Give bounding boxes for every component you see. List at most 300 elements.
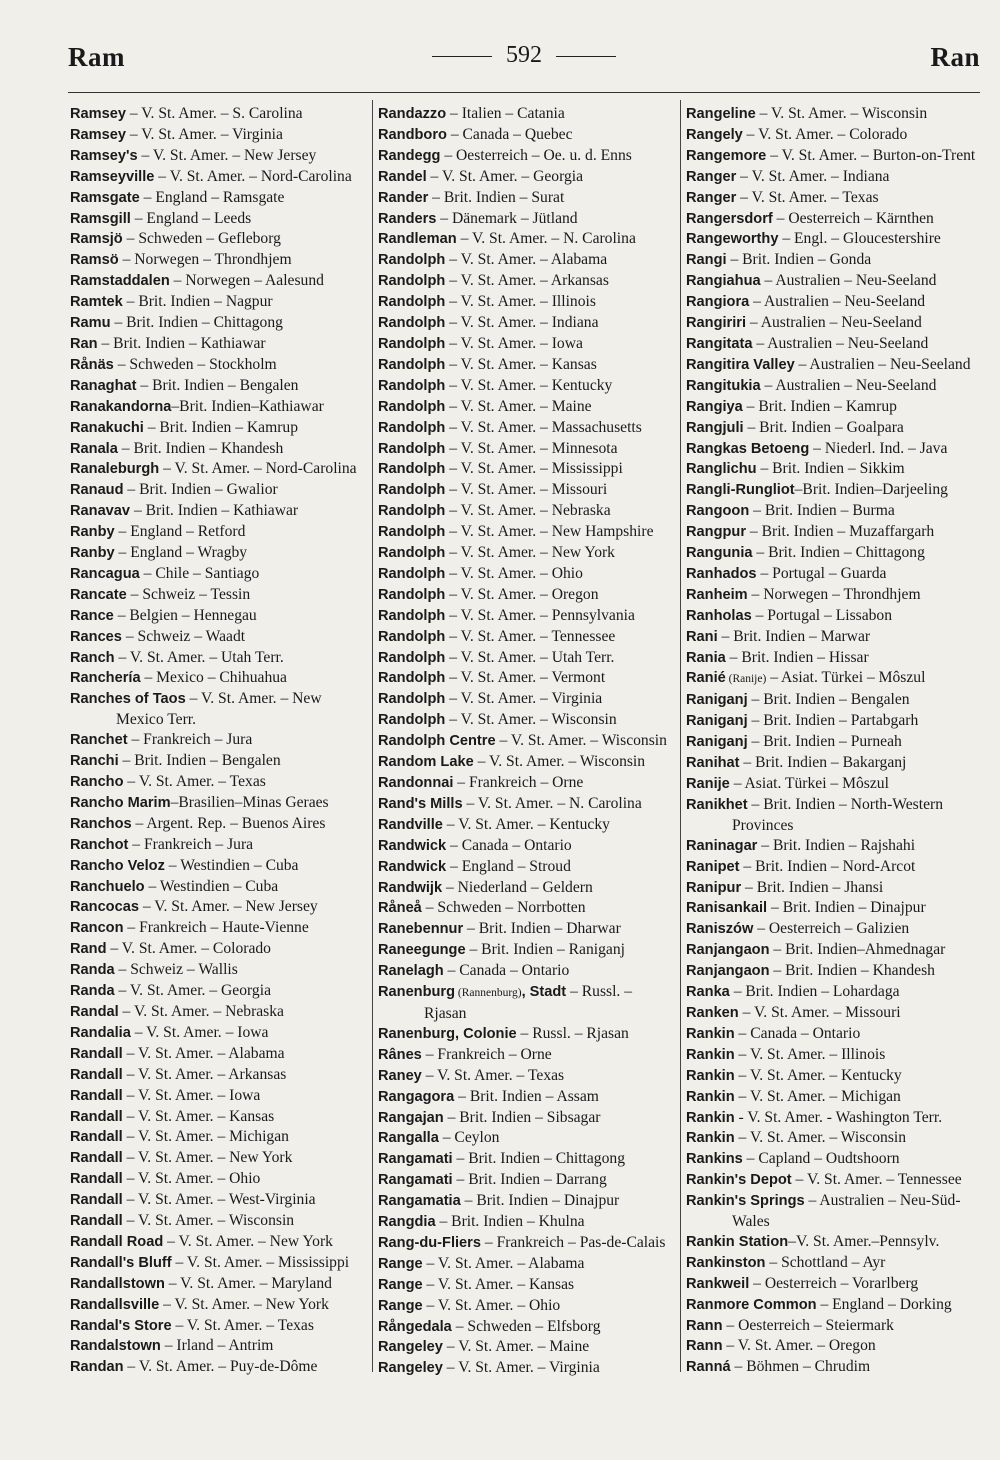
entry-headword: Rancon <box>70 920 124 937</box>
entry-headword: Rann <box>686 1317 723 1334</box>
gazetteer-entry <box>686 1087 982 1108</box>
entry-headword: Ranié <box>686 670 726 687</box>
gazetteer-entry <box>70 1065 366 1086</box>
gazetteer-entry <box>378 940 674 961</box>
gazetteer-entry <box>686 1024 982 1045</box>
gazetteer-entry <box>378 710 674 731</box>
gazetteer-entry <box>70 772 366 793</box>
gazetteer-entry <box>70 292 366 313</box>
entry-headword: Rangitira Valley <box>686 356 795 373</box>
gazetteer-entry <box>686 1357 982 1378</box>
gazetteer-entry <box>70 209 366 230</box>
entry-headword: Rankin's Springs <box>686 1193 805 1210</box>
gazetteer-entry <box>686 480 982 501</box>
entry-headword: Rani <box>686 628 718 645</box>
entry-headword: Rangkas Betoeng <box>686 440 810 457</box>
entry-headword: Randa <box>70 983 115 1000</box>
entry-headword: Ranala <box>70 440 118 457</box>
column-divider-2 <box>680 100 681 1372</box>
gazetteer-entry <box>70 730 366 751</box>
entry-headword: Ranch <box>70 649 115 666</box>
gazetteer-entry <box>686 898 982 919</box>
gazetteer-entry <box>70 897 366 918</box>
gazetteer-entry <box>686 292 982 313</box>
entry-headword: Ranchet <box>70 732 128 749</box>
entry-headword: Rangajan <box>378 1109 444 1126</box>
entry-headword: Ramsey's <box>70 147 138 164</box>
entry-location: – Brit. Indien – Bengalen <box>118 752 281 770</box>
gazetteer-entry <box>686 209 982 230</box>
entry-headword: Ranken <box>686 1004 739 1021</box>
entry-headword: Ramseyville <box>70 168 155 185</box>
gazetteer-entry <box>378 1149 674 1170</box>
entry-headword: Randall <box>70 1066 123 1083</box>
entry-headword: Rangamatia <box>378 1193 461 1210</box>
entry-headword: Rankin's Depot <box>686 1172 792 1189</box>
entry-headword: Rand's Mills <box>378 795 463 812</box>
entry-location: – Brit. Indien – Dharwar <box>463 920 621 938</box>
gazetteer-entry <box>686 648 982 669</box>
entry-headword: Ranná <box>686 1359 731 1376</box>
gazetteer-entry <box>378 1212 674 1233</box>
entry-location: – Brit. Indien – Bengalen <box>747 691 910 709</box>
gazetteer-entry <box>378 439 674 460</box>
entry-headword: Randleman <box>378 231 457 248</box>
gazetteer-entry <box>70 1190 366 1211</box>
entry-location: – Mexico – Chihuahua <box>140 669 287 687</box>
gazetteer-entry <box>378 1317 674 1338</box>
entry-headword: Rankin <box>686 1025 735 1042</box>
entry-headword: Randolph <box>378 545 446 562</box>
gazetteer-entry <box>378 1128 674 1149</box>
entry-location: – V. St. Amer. – New Mexico Terr. <box>116 690 322 729</box>
entry-headword: Rankins <box>686 1151 743 1168</box>
gazetteer-entry <box>378 1024 674 1045</box>
entry-location: – Oesterreich – Galizien <box>753 920 910 938</box>
gazetteer-entry <box>70 1232 366 1253</box>
entry-location: – V. St. Amer. – Michigan <box>734 1087 901 1105</box>
gazetteer-entry <box>378 836 674 857</box>
entry-location: – Frankreich – Orne <box>453 774 584 791</box>
gazetteer-entry <box>70 1274 366 1295</box>
entry-location: – V. St. Amer. – Tennessee <box>791 1171 962 1189</box>
entry-headword: Randolph <box>378 398 446 415</box>
entry-location: – Schweden – Stockholm <box>113 355 277 373</box>
entry-location: – Norwegen – Throndhjem <box>747 585 921 603</box>
entry-variant: (Rannenburg) <box>455 987 522 1000</box>
entry-location: – Schweden – Gefleborg <box>122 230 281 248</box>
entry-location: – Brit. Indien – Gonda <box>726 251 872 269</box>
entry-headword: Rångedala <box>378 1318 452 1335</box>
gazetteer-entry <box>686 125 982 146</box>
entry-headword: Rankweil <box>686 1275 750 1292</box>
entry-headword: Ranisankail <box>686 900 768 917</box>
gazetteer-entry <box>378 1045 674 1066</box>
column-3 <box>686 104 982 1376</box>
gazetteer-entry <box>378 1296 674 1317</box>
entry-location: – Brit. Indien – Nagpur <box>122 293 273 311</box>
entry-location: – V. St. Amer. – Wisconsin <box>473 753 646 771</box>
gazetteer-entry <box>378 857 674 878</box>
gazetteer-entry <box>378 334 674 355</box>
entry-location: – V. St. Amer. – Alabama <box>422 1254 585 1272</box>
gazetteer-entry <box>378 627 674 648</box>
gazetteer-entry <box>70 104 366 125</box>
entry-location: – Frankreich – Jura <box>127 731 253 749</box>
gazetteer-entry <box>70 918 366 939</box>
entry-location: – Australien – Neu-Seeland <box>746 314 922 332</box>
gazetteer-entry <box>686 961 982 982</box>
entry-location: – V. St. Amer. – Kansas <box>122 1107 275 1125</box>
entry-headword: Ramsö <box>70 252 119 269</box>
entry-headword: Rangitata <box>686 335 753 352</box>
entry-location: –Brasilien–Minas Geraes <box>170 793 329 811</box>
entry-location: – V. St. Amer. – Iowa <box>445 334 583 352</box>
entry-location: – Oesterreich – Kärnthen <box>772 209 934 227</box>
gazetteer-entry <box>686 418 982 439</box>
entry-location: – Brit. Indien – Sikkim <box>756 460 905 478</box>
entry-location: – V. St. Amer. – Colorado <box>106 940 271 958</box>
entry-headword: Ranipur <box>686 879 742 896</box>
entry-headword: Rangpur <box>686 524 746 541</box>
rule-right <box>556 56 616 57</box>
entry-headword: Randallstown <box>70 1275 165 1292</box>
entry-location: – Brit. Indien – Goalpara <box>743 418 904 436</box>
entry-headword: Ramstaddalen <box>70 273 170 290</box>
gazetteer-entry <box>686 1316 982 1337</box>
entry-location: - V. St. Amer. - Washington Terr. <box>734 1108 943 1126</box>
entry-headword: Rancate <box>70 586 127 603</box>
entry-headword: Random Lake <box>378 754 474 771</box>
entry-location: –Brit. Indien–Darjeeling <box>794 481 948 499</box>
entry-location: – Westindien – Cuba <box>164 856 299 874</box>
entry-location: – Böhmen – Chrudim <box>730 1358 871 1376</box>
gazetteer-entry <box>686 711 982 732</box>
entry-headword: Randolph Centre <box>378 733 496 750</box>
gazetteer-entry <box>70 146 366 167</box>
gazetteer-entry <box>686 1170 982 1191</box>
gazetteer-entry <box>686 146 982 167</box>
entry-headword: Ranipet <box>686 858 740 875</box>
gazetteer-entry <box>70 814 366 835</box>
gazetteer-entry <box>686 1191 982 1232</box>
gazetteer-entry <box>686 836 982 857</box>
gazetteer-entry <box>70 648 366 669</box>
entry-location: – Italien – Catania <box>446 105 565 122</box>
entry-location: – V. St. Amer. – Kansas <box>422 1275 575 1293</box>
gazetteer-entry <box>686 188 982 209</box>
entry-location: – V. St. Amer. – Alabama <box>445 251 608 269</box>
entry-headword: Ramsgate <box>70 189 140 206</box>
entry-headword: Rangli-Rungliot <box>686 482 795 499</box>
entry-headword: Randall <box>70 1192 123 1209</box>
gazetteer-entry <box>686 585 982 606</box>
entry-headword: Rankin <box>686 1130 735 1147</box>
entry-location: – V. St. Amer. – Texas <box>421 1066 565 1084</box>
entry-location: – V. St. Amer. – Nord-Carolina <box>159 460 357 478</box>
entry-headword: Ramsjö <box>70 231 123 248</box>
entry-location: – Engl. – Gloucestershire <box>778 230 941 248</box>
gazetteer-entry <box>686 668 982 690</box>
entry-location: – Norwegen – Throndhjem <box>118 251 292 269</box>
entry-headword: Randolph <box>378 712 446 729</box>
entry-headword: Rann <box>686 1338 723 1355</box>
entry-headword: Ranchos <box>70 815 132 832</box>
entry-location: – Belgien – Hennegau <box>113 606 257 624</box>
entry-headword: Raniganj <box>686 692 748 709</box>
entry-headword: Randolph <box>378 273 446 290</box>
entry-headword: Ramsey <box>70 126 126 143</box>
entry-location: – V. St. Amer. – Texas <box>171 1316 314 1334</box>
entry-location: – Irland – Antrim <box>160 1337 274 1355</box>
gazetteer-entry <box>70 501 366 522</box>
entry-headword: Raniszów <box>686 921 754 938</box>
entry-location: – Chile – Santiago <box>139 564 260 582</box>
entry-headword: Randall <box>70 1150 123 1167</box>
entry-location: – Australien – Neu-Seeland <box>794 355 971 373</box>
entry-headword: Randwijk <box>378 879 443 896</box>
entry-headword: Rankin <box>686 1109 735 1126</box>
entry-headword: Rangeworthy <box>686 231 779 248</box>
entry-headword: Randolph <box>378 356 446 373</box>
gazetteer-entry <box>686 522 982 543</box>
entry-headword: Ramsgill <box>70 210 131 227</box>
gazetteer-entry <box>70 981 366 1002</box>
entry-headword: Randalia <box>70 1024 131 1041</box>
gazetteer-entry <box>686 857 982 878</box>
entry-location: – V. St. Amer. – Arkansas <box>445 272 609 290</box>
entry-headword: Rangeley <box>378 1339 443 1356</box>
entry-headword: Ranije <box>686 776 730 792</box>
entry-location: – Brit. Indien – Gwalior <box>123 481 278 499</box>
gazetteer-entry <box>70 751 366 772</box>
entry-location: – Canada – Ontario <box>734 1024 861 1042</box>
entry-location: – V. St. Amer. – Virginia <box>125 125 283 143</box>
gazetteer-entry <box>686 1066 982 1087</box>
entry-headword: Rankinston <box>686 1254 766 1271</box>
gazetteer-entry <box>70 1253 366 1274</box>
entry-headword: Ranby <box>70 545 115 562</box>
gazetteer-entry <box>70 856 366 877</box>
gazetteer-entry <box>686 919 982 940</box>
entry-headword: Rancho <box>70 774 124 790</box>
gazetteer-entry <box>70 1023 366 1044</box>
gazetteer-entry <box>686 459 982 480</box>
entry-location: – Norwegen – Aalesund <box>169 272 324 290</box>
entry-headword: Ranger <box>686 168 737 185</box>
entry-headword: Rånäs <box>70 356 114 373</box>
entry-location: – Brit. Indien – Bakarganj <box>739 754 907 772</box>
entry-location: – Brit. Indien – Darrang <box>452 1171 607 1189</box>
gazetteer-entry <box>70 355 366 376</box>
entry-location: – Schweiz – Wallis <box>114 961 238 979</box>
gazetteer-entry <box>378 668 674 689</box>
entry-headword: Ranaghat <box>70 377 137 394</box>
gazetteer-entry <box>70 835 366 856</box>
entry-location: – Brit. Indien – Partabgarh <box>747 712 919 730</box>
gazetteer-entry <box>378 564 674 585</box>
entry-headword: Randall <box>70 1129 123 1146</box>
entry-headword: Ramsey <box>70 106 126 122</box>
gazetteer-entry <box>686 795 982 836</box>
entry-headword: Randonnai <box>378 775 454 791</box>
entry-location: – V. St. Amer. – Mississippi <box>171 1253 350 1271</box>
entry-location: – Brit. Indien – Chittagong <box>110 314 283 332</box>
gazetteer-entry <box>686 1003 982 1024</box>
entry-headword: Ranmore Common <box>686 1296 817 1313</box>
gazetteer-entry <box>686 753 982 774</box>
gazetteer-entry <box>378 167 674 188</box>
entry-location: – Schweden – Norrbotten <box>421 899 586 917</box>
entry-location: – V. St. Amer. – Missouri <box>738 1003 901 1021</box>
entry-headword: Randan <box>70 1359 124 1376</box>
gazetteer-entry <box>378 689 674 710</box>
entry-variant: (Ranije) <box>725 673 767 686</box>
gazetteer-entry <box>378 376 674 397</box>
gazetteer-entry <box>378 271 674 292</box>
column-divider-1 <box>372 100 373 1372</box>
gazetteer-entry <box>70 627 366 648</box>
entry-headword: Ramtek <box>70 294 123 311</box>
gazetteer-entry <box>70 585 366 606</box>
entry-location: – Canada – Ontario <box>446 836 572 854</box>
entry-headword: Raniganj <box>686 713 748 730</box>
entry-headword: Rangersdorf <box>686 210 773 227</box>
entry-location: – V. St. Amer. – West-Virginia <box>122 1191 316 1209</box>
entry-location: – Schweiz – Tessin <box>126 585 251 603</box>
entry-headword: Ranches of Taos <box>70 691 186 708</box>
entry-location: – Brit. Indien – Dinajpur <box>460 1192 620 1210</box>
entry-headword: Rangamati <box>378 1151 453 1168</box>
gazetteer-entry <box>70 439 366 460</box>
entry-location: – V. St. Amer. – Wisconsin <box>495 732 667 750</box>
entry-headword: Rankin <box>686 1088 735 1105</box>
entry-location: – V. St. Amer. – Utah Terr. <box>114 648 284 666</box>
entry-location: – V. St. Amer. – New York <box>445 544 615 562</box>
entry-location: – Brit. Indien – Assam <box>454 1087 599 1105</box>
entry-location: – V. St. Amer. – Ohio <box>445 564 583 582</box>
entry-headword: Randville <box>378 816 443 833</box>
gazetteer-entry <box>686 229 982 250</box>
entry-headword: Rangiriri <box>686 315 747 332</box>
entry-headword: Randal's Store <box>70 1317 172 1334</box>
entry-location: – Canada – Quebec <box>446 125 573 143</box>
column-1 <box>70 104 366 1376</box>
gazetteer-entry <box>70 125 366 146</box>
gazetteer-entry <box>70 793 366 814</box>
gazetteer-entry <box>378 731 674 752</box>
entry-headword: Ranenburg, Colonie <box>378 1025 517 1042</box>
gazetteer-entry <box>70 1044 366 1065</box>
entry-headword: Randolph <box>378 440 446 457</box>
entry-headword: Rang-du-Fliers <box>378 1234 481 1251</box>
entry-headword: Randall <box>70 1045 123 1062</box>
gazetteer-entry <box>378 543 674 564</box>
gazetteer-entry <box>378 125 674 146</box>
entry-headword: Randolph <box>378 335 446 352</box>
entry-headword: Randall <box>70 1171 123 1188</box>
entry-headword: Ranholas <box>686 607 752 624</box>
entry-headword: Ranglichu <box>686 461 757 478</box>
gazetteer-entry <box>70 877 366 898</box>
gazetteer-entry <box>378 501 674 522</box>
entry-location: – V. St. Amer. – Wisconsin <box>755 105 928 122</box>
entry-headword: Råneå <box>378 900 422 917</box>
gazetteer-entry <box>70 606 366 627</box>
gazetteer-entry <box>686 1108 982 1129</box>
gazetteer-entry <box>70 397 366 418</box>
gazetteer-entry <box>686 250 982 271</box>
entry-headword: Range <box>378 1276 423 1293</box>
gazetteer-entry <box>378 1191 674 1212</box>
gazetteer-entry <box>686 1232 982 1253</box>
entry-location: – V. St. Amer. – Burton-on-Trent <box>766 146 976 164</box>
entry-headword: Randa <box>70 962 115 979</box>
entry-headword: Randolph <box>378 607 446 624</box>
entry-location: – V. St. Amer. – Oregon <box>445 585 599 603</box>
entry-headword: Ranjangaon <box>686 942 770 959</box>
entry-headword: Randolph <box>378 565 446 582</box>
entry-headword: Rankin Station <box>686 1233 789 1250</box>
gazetteer-entry <box>70 480 366 501</box>
entry-headword: Raneegunge <box>378 942 466 959</box>
gazetteer-entry <box>378 104 674 125</box>
entry-location: – V. St. Amer. – Colorado <box>742 125 908 143</box>
entry-location: – V. St. Amer. – Nebraska <box>445 502 611 520</box>
entry-location: – Frankreich – Pas-de-Calais <box>480 1233 666 1251</box>
entry-headword: Rancho Veloz <box>70 857 165 874</box>
entry-headword: Randallsville <box>70 1296 160 1313</box>
gazetteer-entry <box>378 1337 674 1358</box>
entry-location: – V. St. Amer. – Ohio <box>422 1296 561 1314</box>
entry-location: – V. St. Amer. – Wisconsin <box>122 1212 295 1230</box>
entry-location: – V. St. Amer. – Massachusetts <box>445 418 642 436</box>
entry-headword: Ranger <box>686 189 737 206</box>
gazetteer-entry <box>70 250 366 271</box>
gazetteer-entry <box>686 355 982 376</box>
entry-headword: Ranaleburgh <box>70 461 160 478</box>
entry-location: – Brit. Indien – Burma <box>749 502 895 520</box>
entry-location: – V. St. Amer. – Kentucky <box>445 376 613 394</box>
entry-location: – V. St. Amer. – Iowa <box>122 1086 261 1104</box>
entry-location: – V. St. Amer. – Indiana <box>736 167 890 185</box>
entry-location: – England – Leeds <box>130 209 252 227</box>
entry-location: – Ceylon <box>438 1129 500 1147</box>
entry-location: – V. St. Amer. – Kansas <box>445 355 597 373</box>
entry-headword: Randolph <box>378 315 446 332</box>
entry-location: – Niederl. Ind. – Java <box>809 439 948 457</box>
entry-headword: Rankin <box>686 1067 735 1084</box>
entry-headword: Ranchería <box>70 670 141 687</box>
entry-headword: Randolph <box>378 461 446 478</box>
entry-headword: Randolph <box>378 419 446 436</box>
entry-location: – Australien – Neu-Seeland <box>760 376 937 394</box>
gazetteer-entry <box>686 1149 982 1170</box>
running-head-right: Ran <box>930 42 980 72</box>
gazetteer-entry <box>686 732 982 753</box>
entry-location: – V. St. Amer. – Illinois <box>445 293 596 311</box>
entry-headword: Rangiahua <box>686 273 761 290</box>
gazetteer-entry <box>378 459 674 480</box>
entry-location: – V. St. Amer. – New York <box>159 1295 329 1313</box>
column-2 <box>378 104 674 1377</box>
entry-location: – Brit. Indien – Raniganj <box>465 941 625 959</box>
entry-location: – England – Wragby <box>114 544 248 562</box>
gazetteer-entry <box>70 960 366 981</box>
entry-location: – Brit. Indien – Nord-Arcot <box>739 857 916 875</box>
entry-location: – Brit. Indien – North-Western Provinces <box>732 795 943 834</box>
gazetteer-entry <box>686 627 982 648</box>
